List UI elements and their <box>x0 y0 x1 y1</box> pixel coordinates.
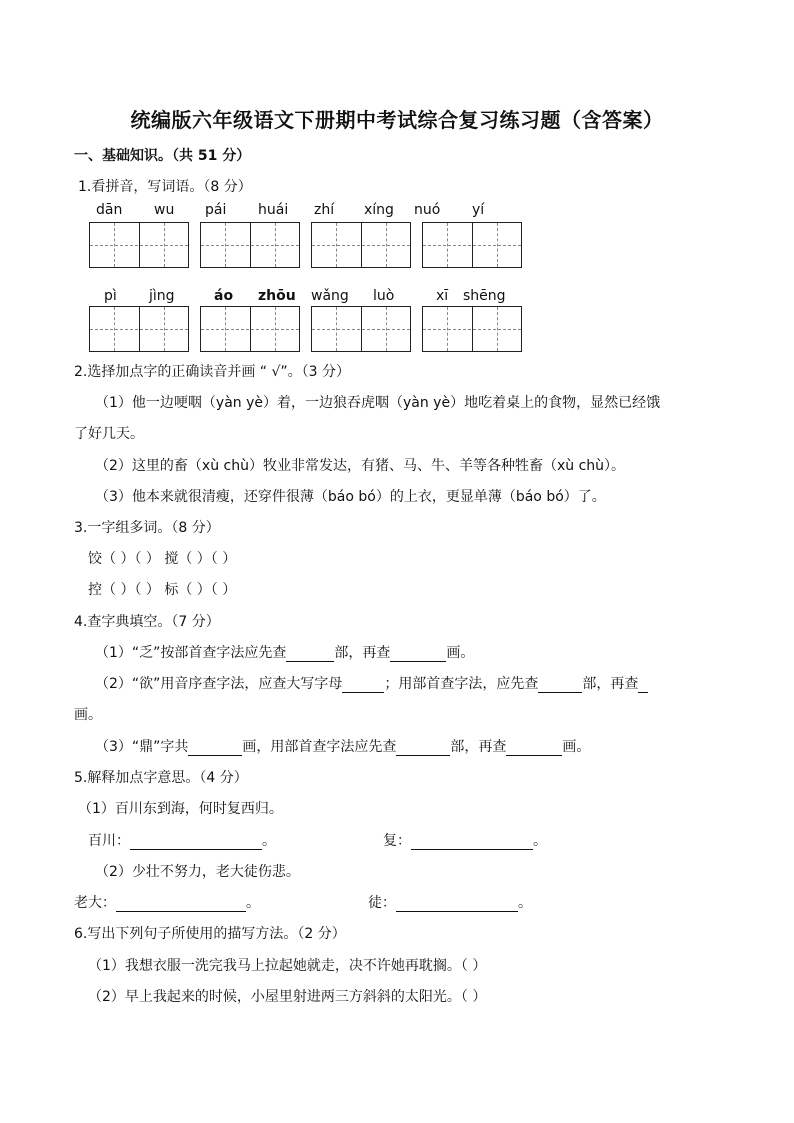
text: 徒： <box>368 895 396 911</box>
question-5-answer-row-2b <box>368 892 532 912</box>
question-2-line-3: （3）他本来就很清瘦，还穿件很薄（báo bó）的上衣，更显单薄（báo bó）了。 <box>95 489 606 505</box>
text: 部，再查 <box>450 739 507 755</box>
question-3-row-1: 饺（ ）（ ） 搅（ ）（ ） <box>88 551 237 567</box>
pinyin-label: xíng <box>364 202 394 218</box>
answer-blank[interactable] <box>188 741 242 756</box>
question-2-line-2: （2）这里的畜（xù chù）牧业非常发达，有猪、马、牛、羊等各种牲畜（xù chù）。 <box>95 458 626 474</box>
question-3-heading: 3.一字组多词。（8 分） <box>74 520 220 536</box>
answer-blank[interactable] <box>396 741 450 756</box>
pinyin-label: huái <box>258 202 289 218</box>
answer-blank[interactable] <box>342 678 384 693</box>
answer-blank[interactable] <box>538 678 582 693</box>
writing-grid-box[interactable] <box>422 222 522 268</box>
question-4-line-2-cont: 画。 <box>74 707 102 723</box>
answer-blank[interactable] <box>506 741 562 756</box>
pinyin-label: dān <box>96 202 123 218</box>
text: 部，再查 <box>582 676 639 692</box>
answer-blank[interactable] <box>390 647 446 662</box>
question-3-row-2: 控（ ）（ ） 标（ ）（ ） <box>88 582 237 598</box>
section-heading-basics: 一、基础知识。（共 51 分） <box>74 148 251 164</box>
question-1-heading: 1.看拼音，写词语。（8 分） <box>78 179 252 195</box>
answer-blank[interactable] <box>411 835 533 850</box>
question-5-answer-row-2 <box>74 892 260 912</box>
pinyin-label: áo <box>214 288 234 304</box>
pinyin-label: zhí <box>314 202 335 218</box>
answer-blank[interactable] <box>638 678 648 693</box>
pinyin-label: luò <box>373 288 395 304</box>
pinyin-label: pì <box>104 288 117 304</box>
pinyin-label: jìng <box>149 288 175 304</box>
text: 百川： <box>88 833 130 849</box>
text: （3）“鼎”字共 <box>95 739 189 755</box>
pinyin-label: pái <box>205 202 227 218</box>
text: 老大： <box>74 895 116 911</box>
question-4-line-2 <box>95 673 648 693</box>
text: 部，再查 <box>334 645 391 661</box>
question-5-sentence-1: （1）百川东到海，何时复西归。 <box>78 801 283 817</box>
question-2-heading: 2.选择加点字的正确读音并画 “ √”。（3 分） <box>74 364 351 380</box>
question-6-heading: 6.写出下列句子所使用的描写方法。（2 分） <box>74 926 346 942</box>
question-5-answer-row-1b <box>383 830 547 850</box>
answer-blank[interactable] <box>130 835 262 850</box>
question-4-heading: 4.查字典填空。（7 分） <box>74 614 220 630</box>
question-5-heading: 5.解释加点字意思。（4 分） <box>74 770 248 786</box>
text: （2）“欲”用音序查字法，应查大写字母 <box>95 676 343 692</box>
text: 。 <box>533 833 547 849</box>
text: 。 <box>518 895 532 911</box>
answer-blank[interactable] <box>286 647 334 662</box>
answer-blank[interactable] <box>396 897 518 912</box>
pinyin-label: wu <box>154 202 175 218</box>
pinyin-label: zhōu <box>258 288 296 304</box>
writing-grid-box[interactable] <box>200 222 300 268</box>
writing-grid-box[interactable] <box>200 306 300 352</box>
pinyin-label: shēng <box>463 288 506 304</box>
question-2-line-1: （1）他一边哽咽（yàn yè）着，一边狼吞虎咽（yàn yè）地吃着桌上的食物，显然已经饿 <box>95 395 661 411</box>
writing-grid-box[interactable] <box>89 222 189 268</box>
writing-grid-box[interactable] <box>311 306 411 352</box>
question-6-line-2: （2）早上我起来的时候，小屋里射进两三方斜斜的太阳光。（ ） <box>88 989 487 1005</box>
pinyin-label: yí <box>472 202 485 218</box>
pinyin-label: wǎng <box>311 288 349 304</box>
writing-grid-box[interactable] <box>422 306 522 352</box>
pinyin-label: xī <box>436 288 449 304</box>
question-4-line-3 <box>95 736 590 756</box>
question-4-line-1 <box>95 642 474 662</box>
text: 画。 <box>446 645 475 661</box>
text: ；用部首查字法，应先查 <box>384 676 539 692</box>
question-6-line-1: （1）我想衣服一洗完我马上拉起她就走，决不许她再耽搁。（ ） <box>88 958 487 974</box>
text: （1）“乏”按部首查字法应先查 <box>95 645 287 661</box>
text: 。 <box>246 895 260 911</box>
text: 复： <box>383 833 411 849</box>
answer-blank[interactable] <box>116 897 246 912</box>
writing-grid-box[interactable] <box>89 306 189 352</box>
document-title: 统编版六年级语文下册期中考试综合复习练习题（含答案） <box>130 108 664 132</box>
text: 画。 <box>562 739 591 755</box>
question-5-sentence-2: （2）少壮不努力，老大徒伤悲。 <box>95 864 300 880</box>
pinyin-label: nuó <box>414 202 441 218</box>
question-5-answer-row-1 <box>88 830 276 850</box>
writing-grid-box[interactable] <box>311 222 411 268</box>
question-2-line-1-cont: 了好几天。 <box>74 426 144 442</box>
text: 。 <box>262 833 276 849</box>
text: 画，用部首查字法应先查 <box>242 739 397 755</box>
